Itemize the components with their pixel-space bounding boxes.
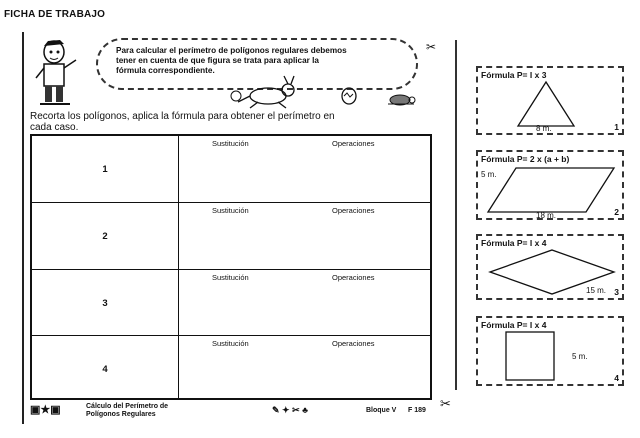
substitution-label: Sustitución [212, 139, 249, 148]
footer-bloque: Bloque V [366, 407, 397, 414]
table-row [32, 202, 430, 269]
column-divider [178, 336, 179, 398]
side-dimension: 5 m. [481, 170, 497, 179]
card-formula: Fórmula P= 2 x (a + b) [481, 154, 570, 164]
substitution-label: Sustitución [212, 273, 249, 282]
turtle-illustration [386, 92, 416, 106]
card-formula: Fórmula P= l x 3 [481, 70, 547, 80]
footer [30, 401, 440, 421]
subject-icons: ✎ ✦ ✂ ♣ [272, 405, 309, 415]
substitution-label: Sustitución [212, 339, 249, 348]
shape-card-square [476, 316, 624, 386]
page-title: FICHA DE TRABAJO [4, 9, 106, 20]
column-divider [178, 203, 179, 269]
egg-illustration [340, 86, 358, 106]
shape-card-rhombus [476, 234, 624, 300]
shape-card-triangle [476, 66, 624, 135]
parallelogram-shape [486, 166, 616, 216]
table-row [32, 335, 430, 398]
card-formula: Fórmula P= l x 4 [481, 320, 547, 330]
triangle-shape [516, 80, 576, 130]
card-number: 3 [614, 287, 619, 297]
operations-label: Operaciones [332, 139, 375, 148]
footer-title [86, 403, 168, 419]
side-dimension: 8 m. [536, 124, 552, 133]
card-number: 2 [614, 207, 619, 217]
operations-label: Operaciones [332, 273, 375, 282]
cut-line [455, 40, 457, 390]
column-divider [178, 136, 179, 202]
shape-card-parallelogram [476, 150, 624, 220]
scissors-icon: ✂ [440, 396, 451, 411]
instruction-line: cada caso. [30, 122, 79, 133]
row-number: 1 [102, 164, 108, 175]
column-divider [178, 270, 179, 335]
boy-illustration [30, 38, 90, 108]
rabbit-illustration [228, 76, 318, 108]
bubble-line: Para calcular el perímetro de polígonos regulares debemos [116, 46, 347, 55]
footer-title-line: Polígonos Regulares [86, 411, 156, 418]
side-dimension: 15 m. [586, 286, 607, 295]
card-number: 1 [614, 122, 619, 132]
scissors-icon: ✂ [426, 40, 437, 54]
bubble-line: tener en cuenta de que figura se trata para aplicar la [116, 56, 319, 65]
instruction-line: Recorta los polígonos, aplica la fórmula para obtener el perímetro en [30, 111, 335, 122]
table-row [32, 269, 430, 335]
row-number: 2 [102, 231, 108, 242]
footer-title-line: Cálculo del Perímetro de [86, 403, 169, 410]
square-shape [504, 330, 558, 384]
side-dimension: 5 m. [572, 352, 588, 361]
operations-label: Operaciones [332, 339, 375, 348]
card-formula: Fórmula P= l x 4 [481, 238, 547, 248]
row-number: 4 [102, 364, 108, 375]
card-number: 4 [614, 373, 619, 383]
bubble-line: fórmula correspondiente. [116, 66, 215, 75]
table-row [32, 136, 430, 202]
row-number: 3 [102, 298, 108, 309]
substitution-label: Sustitución [212, 206, 249, 215]
operations-label: Operaciones [332, 206, 375, 215]
footer-code: F 189 [408, 407, 426, 414]
footer-logo-icon: ▣★▣ [30, 404, 61, 416]
answer-table [30, 134, 432, 400]
instruction-text [30, 111, 440, 133]
base-dimension: 18 m. [536, 211, 557, 220]
